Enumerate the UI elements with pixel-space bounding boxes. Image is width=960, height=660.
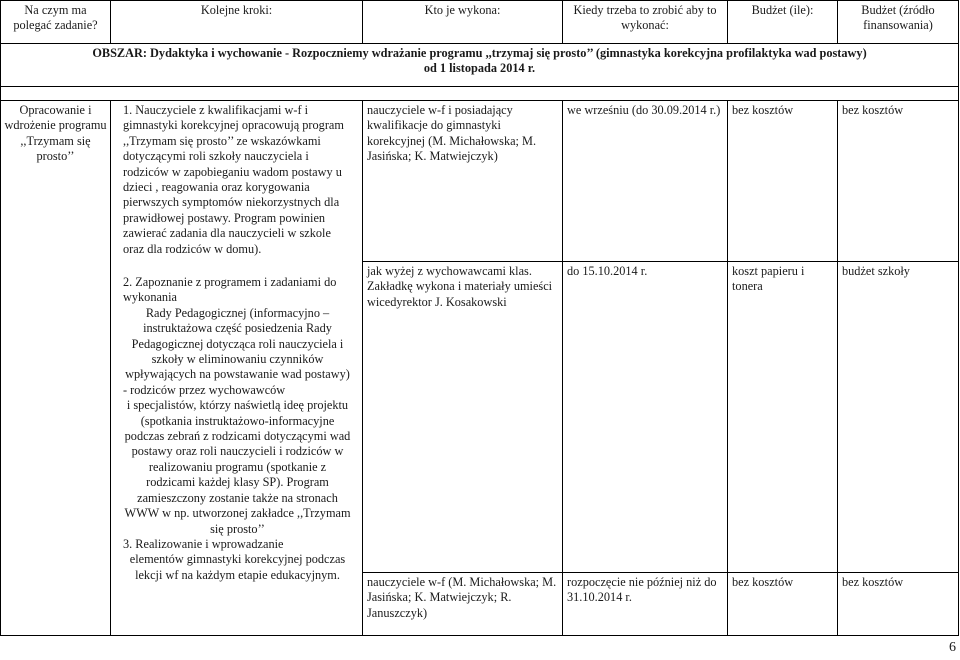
- steps-cell: [111, 101, 363, 636]
- when-3: rozpoczęcie nie później niż do 31.10.2014 r.: [567, 575, 717, 605]
- task-row: [1, 101, 959, 636]
- who-3: nauczyciele w-f (M. Michałowska; M. Jasińska; K. Matwiejczyk; R. Januszczyk): [367, 575, 557, 620]
- header-budget: Budżet (ile):: [728, 1, 838, 44]
- when-cell: [563, 101, 728, 636]
- step-1: 1. Nauczyciele z kwalifikacjami w-f i gimnastyki korekcyjnej opracowują program ,,Trzymam się prosto’’ ze wskazówkami dotyczącymi roli szkoły nauczyciela i rodziców w zapobieganiu wadom postawy u dzieci , reagowania oraz korygowania pierwszych symptomów niekorzystnych dla prawidłowej postawy. Program powinien zawierać zadania dla nauczycieli w szkole oraz dla rodziców w domu).: [123, 103, 344, 256]
- spacer-row: [1, 87, 959, 101]
- budget-1: bez kosztów: [728, 101, 837, 262]
- source-cell: [838, 101, 959, 636]
- step-2-title: 2. Zapoznanie z programem i zadaniami do wykonania: [123, 275, 337, 305]
- header-who: Kto je wykona:: [363, 1, 563, 44]
- source-3: bez kosztów: [842, 575, 904, 589]
- step-2-parents: i specjalistów, którzy naświetlą ideę projektu (spotkania instruktażowo-informacyjne podczas zebrań z rodzicami dotyczącymi wad postawy oraz roli nauczycieli i rodziców w realizowaniu programu (spotkanie z rodzicami każdej klasy SP). Program zamieszczony zostanie także na stronach WWW w np. utworzonej zakładce ,,Trzymam się prosto’’: [124, 398, 351, 536]
- step-3-title: 3. Realizowanie i wprowadzanie: [123, 536, 284, 551]
- who-2: jak wyżej z wychowawcami klas. Zakładkę wykona i materiały umieści wicedyrektor J. Kosakowski: [363, 262, 562, 573]
- who-cell: [363, 101, 563, 636]
- budget-3: bez kosztów: [732, 575, 794, 589]
- step-3: elementów gimnastyki korekcyjnej podczas lekcji wf na każdym etapie edukacyjnym.: [129, 552, 346, 582]
- source-2: budżet szkoły: [838, 262, 958, 573]
- header-source: Budżet (źródło finansowania): [838, 1, 959, 44]
- area-line-1: OBSZAR: Dydaktyka i wychowanie - Rozpoczniemy wdrażanie programu ,,trzymaj się prosto’’ (gimnastyka korekcyjna profilaktyka wad postawy): [92, 46, 867, 60]
- when-1: we wrześniu (do 30.09.2014 r.): [563, 101, 727, 262]
- step-2-council: Rady Pedagogicznej (informacyjno – instruktażowa część posiedzenia Rady Pedagogicznej dotycząca roli nauczyciela i szkoły w eliminowaniu czynników wpływających na powstawanie wad postawy): [125, 305, 350, 382]
- header-row: [1, 1, 959, 44]
- when-2: do 15.10.2014 r.: [563, 262, 727, 573]
- header-task: Na czym ma polegać zadanie?: [1, 1, 111, 44]
- step-2-parents-head: - rodziców przez wychowawców: [123, 382, 286, 397]
- area-line-2: od 1 listopada 2014 r.: [423, 61, 536, 76]
- budget-cell: [728, 101, 838, 636]
- area-heading: [1, 44, 959, 87]
- budget-2: koszt papieru i tonera: [728, 262, 837, 573]
- area-row: [1, 44, 959, 87]
- header-steps: Kolejne kroki:: [111, 1, 363, 44]
- task-name: Opracowanie i wdrożenie programu ,,Trzymam się prosto’’: [1, 101, 111, 636]
- who-1: nauczyciele w-f i posiadający kwalifikacje do gimnastyki korekcyjnej (M. Michałowska; M. Jasińska; K. Matwiejczyk): [363, 101, 562, 262]
- page-number: 6: [949, 640, 956, 655]
- spacer-cell: [1, 87, 959, 101]
- source-1: bez kosztów: [838, 101, 958, 262]
- header-when: Kiedy trzeba to zrobić aby to wykonać:: [563, 1, 728, 44]
